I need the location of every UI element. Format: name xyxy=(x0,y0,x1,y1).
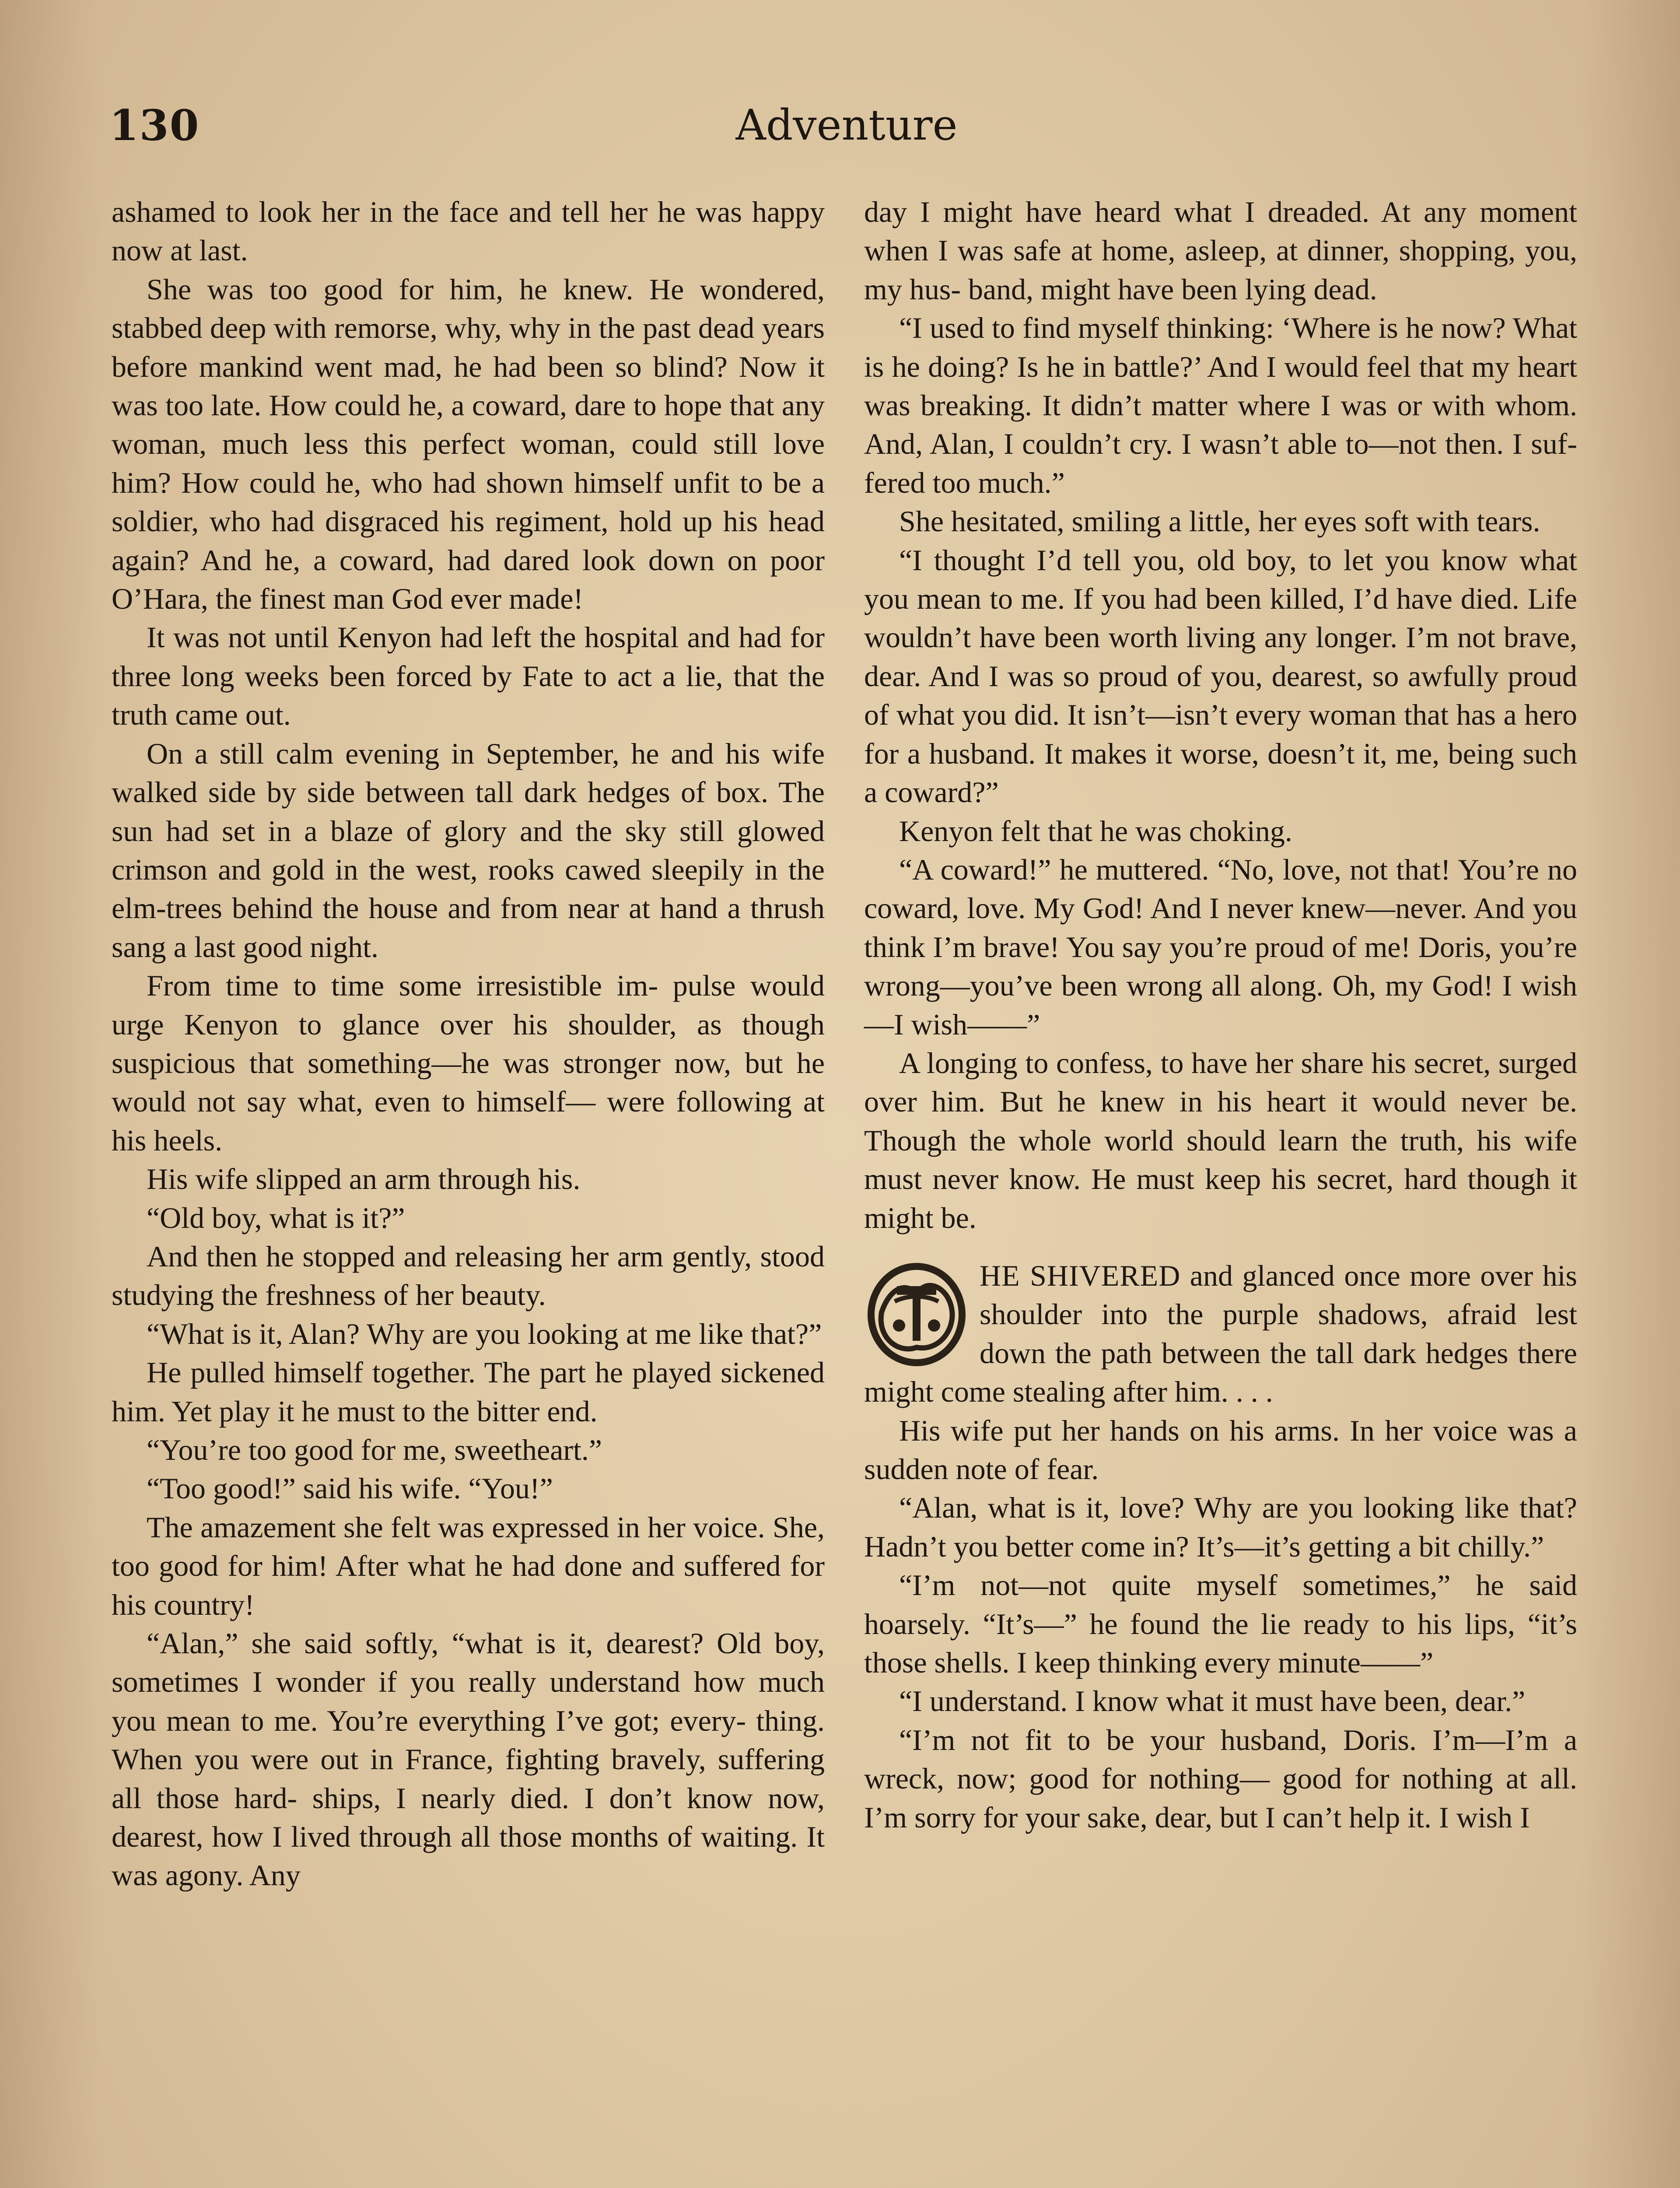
paragraph: “You’re too good for me, sweetheart.” xyxy=(147,1433,602,1466)
left-column xyxy=(112,193,825,1895)
paragraph: She was too good for him, he knew. He wondered, stabbed deep with remorse, why, why in the past dead years before mankind went mad, he had been so blind? Now it was too late. How could he, a coward, dare to hope that any woman, much less this perfect woman, could still love him? How could he, who had shown himself unfit to be a soldier, who had disgraced his regiment, hold up his head again? And he, a coward, had dared look down on poor O’Hara, the finest man God ever made! xyxy=(112,272,825,616)
section-lead-caps: HE SHIVERED xyxy=(980,1259,1181,1292)
right-column-section xyxy=(864,1411,1577,1837)
paragraph: “Old boy, what is it?” xyxy=(147,1201,405,1234)
page-header xyxy=(109,101,1584,166)
paragraph: “I understand. I know what it must have been, dear.” xyxy=(899,1684,1526,1718)
running-title: Adventure xyxy=(735,101,958,150)
right-column-body xyxy=(864,193,1577,1237)
paragraph: From time to time some irresistible im- pulse would urge Kenyon to glance over his shoulder, as though suspicious that something—he was stronger now, but he would not say what, even to himself— were following at his heels. xyxy=(112,969,825,1157)
paragraph: “Alan, what is it, love? Why are you looking like that? Hadn’t you better come in? It’s—it’s getting a bit chilly.” xyxy=(864,1491,1577,1563)
paragraph: A longing to confess, to have her share his secret, surged over him. But he knew in his heart it would never be. Though the whole world should learn the truth, his wife must never know. He must keep his secret, hard though it might be. xyxy=(864,1046,1577,1234)
paragraph: His wife slipped an arm through his. xyxy=(147,1162,581,1196)
ornamental-dropcap-icon xyxy=(864,1260,969,1369)
paragraph: And then he stopped and releasing her arm gently, stood studying the freshness of her beauty. xyxy=(112,1239,825,1312)
page-number: 130 xyxy=(109,101,200,150)
right-column xyxy=(864,193,1577,1837)
paragraph: “Too good!” said his wife. “You!” xyxy=(147,1472,553,1505)
paragraph: It was not until Kenyon had left the hospital and had for three long weeks been forced by Fate to act a lie, that the truth came out. xyxy=(112,621,825,732)
paragraph: Kenyon felt that he was choking. xyxy=(899,814,1292,848)
paragraph: “I used to find myself thinking: ‘Where is he now? What is he doing? Is he in battle?’ And I would feel that my heart was breaking. It didn’t matter where I was or with whom. And, Alan, I couldn’t cry. I wasn’t able to—not then. I suf- fered too much.” xyxy=(864,311,1577,499)
paragraph: day I might have heard what I dreaded. At any moment when I was safe at home, asleep, at dinner, shopping, you, my hus- band, might have been lying dead. xyxy=(864,195,1577,306)
paragraph: “I’m not—not quite myself sometimes,” he said hoarsely. “It’s—” he found the lie ready to his lips, “it’s those shells. I keep thinking every minute——” xyxy=(864,1568,1577,1680)
paragraph: “A coward!” he muttered. “No, love, not that! You’re no coward, love. My God! And I never knew—never. And you think I’m brave! You say you’re proud of me! Doris, you’re wrong—you’ve been wrong all along. Oh, my God! I wish—I wish——” xyxy=(864,852,1577,1041)
paragraph: “I’m not fit to be your husband, Doris. I’m—I’m a wreck, now; good for nothing— good for nothing at all. I’m sorry for your sake, dear, but I can’t help it. I wish I xyxy=(864,1723,1577,1834)
section-lead-rest: and glanced once more over his shoulder into the purple shadows, afraid lest down the path between the tall dark hedges there might come stealing after him. . . . xyxy=(864,1259,1577,1409)
paragraph: “I thought I’d tell you, old boy, to let you know what you mean to me. If you had been killed, I’d have died. Life wouldn’t have been worth living any longer. I’m not brave, dear. And I was so proud of you, dearest, so awfully proud of what you did. It isn’t—isn’t every woman that has a hero for a husband. It makes it worse, doesn’t it, me, being such a coward?” xyxy=(864,543,1577,809)
paragraph: His wife put her hands on his arms. In her voice was a sudden note of fear. xyxy=(864,1413,1577,1486)
paragraph: “What is it, Alan? Why are you looking at me like that?” xyxy=(147,1317,822,1350)
paragraph: On a still calm evening in September, he and his wife walked side by side between tall dark hedges of box. The sun had set in a blaze of glory and the sky still glowed crimson and gold in the west, rooks cawed sleepily in the elm-trees behind the house and from near at hand a thrush sang a last good night. xyxy=(112,736,825,964)
paragraph: He pulled himself together. The part he played sickened him. Yet play it he must to the bitter end. xyxy=(112,1356,825,1428)
paragraph: She hesitated, smiling a little, her eyes soft with tears. xyxy=(899,505,1540,538)
paragraph: ashamed to look her in the face and tell her he was happy now at last. xyxy=(112,195,825,267)
paragraph: The amazement she felt was expressed in her voice. She, too good for him! After what he had done and suffered for his country! xyxy=(112,1510,825,1621)
section-opening-paragraph xyxy=(864,1256,1577,1411)
paragraph: “Alan,” she said softly, “what is it, dearest? Old boy, sometimes I wonder if you really understand how much you mean to me. You’re everything I’ve got; every- thing. When you were out in France, fighting bravely, suffering all those hard- ships, I nearly died. I don’t know now, dearest, how I lived through all those months of waiting. It was agony. Any xyxy=(112,1627,825,1892)
